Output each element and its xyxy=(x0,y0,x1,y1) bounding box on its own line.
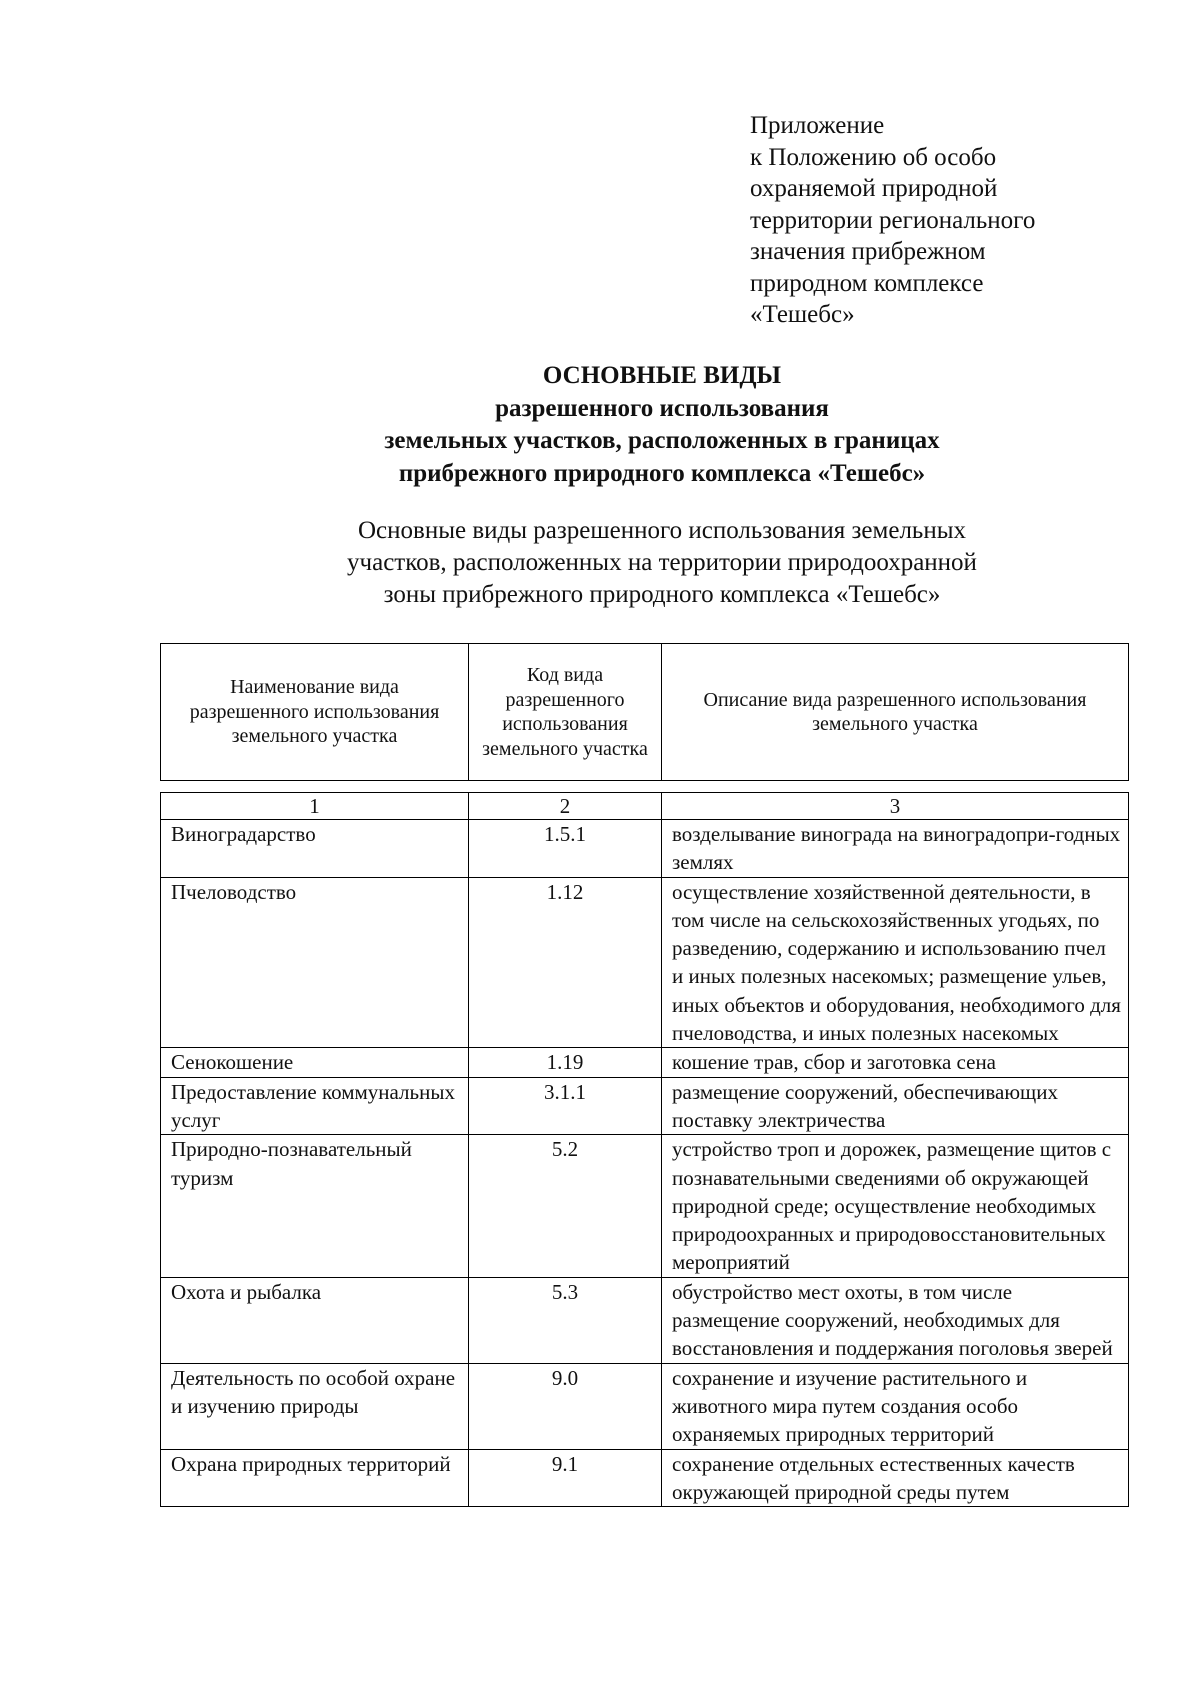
cell-code: 3.1.1 xyxy=(469,1077,662,1135)
title-line: земельных участков, расположенных в границах xyxy=(384,427,940,454)
cell-name: Охота и рыбалка xyxy=(161,1277,469,1363)
appendix-line: к Положению об особо xyxy=(750,143,997,171)
cell-code: 5.3 xyxy=(469,1277,662,1363)
cell-name: Охрана природных территорий xyxy=(161,1449,469,1507)
subtitle-line: зоны прибрежного природного комплекса «Тешебс» xyxy=(383,581,941,608)
cell-name: Деятельность по особой охране и изучению природы xyxy=(161,1363,469,1449)
appendix-line: значения прибрежном xyxy=(750,238,986,265)
cell-code: 1.19 xyxy=(469,1048,662,1077)
land-use-table xyxy=(160,792,1129,1507)
document-subtitle xyxy=(0,515,1200,611)
subtitle-line: Основные виды разрешенного использования земельных xyxy=(357,517,966,544)
table-row xyxy=(161,1363,1129,1449)
appendix-line: природном комплексе xyxy=(750,269,984,297)
table-row xyxy=(161,1277,1129,1363)
table-row xyxy=(161,1135,1129,1277)
cell-description: осуществление хозяйственной деятельности, в том числе на сельскохозяйственных угодьях, по разведению, содержанию и использованию пчел и иных полезных насекомых; размещение ульев, иных объектов и оборудования, необходимого для пчеловодства, и иных полезных насекомых xyxy=(662,877,1129,1048)
cell-name: Сенокошение xyxy=(161,1048,469,1077)
cell-code: 1.12 xyxy=(469,877,662,1048)
cell-description: возделывание винограда на виноградопри-годных землях xyxy=(662,820,1129,878)
cell-name: Пчеловодство xyxy=(161,877,469,1048)
cell-description: сохранение отдельных естественных качеств окружающей природной среды путем xyxy=(662,1449,1129,1507)
appendix-line: территории регионального xyxy=(750,206,1036,234)
table-row xyxy=(161,820,1129,878)
table-row xyxy=(161,877,1129,1048)
table-row xyxy=(161,1077,1129,1135)
header-row xyxy=(161,644,1129,781)
column-number: 2 xyxy=(469,793,662,820)
cell-description: кошение трав, сбор и заготовка сена xyxy=(662,1048,1129,1077)
cell-name: Природно-познавательный туризм xyxy=(161,1135,469,1277)
cell-description: устройство троп и дорожек, размещение щитов с познавательными сведениями об окружающей природной среде; осуществление необходимых природоохранных и природовосстановительных мероприятий xyxy=(662,1135,1129,1277)
cell-description: размещение сооружений, обеспечивающих поставку электричества xyxy=(662,1077,1129,1135)
cell-description: обустройство мест охоты, в том числе размещение сооружений, необходимых для восстановления и поддержания поголовья зверей xyxy=(662,1277,1129,1363)
table-header xyxy=(160,643,1129,781)
cell-description: сохранение и изучение растительного и животного мира путем создания особо охраняемых природных территорий xyxy=(662,1363,1129,1449)
header-name: Наименование вида разрешенного использования земельного участка xyxy=(161,644,469,781)
appendix-block xyxy=(750,110,1035,331)
cell-code: 5.2 xyxy=(469,1135,662,1277)
column-number: 1 xyxy=(161,793,469,820)
header-description: Описание вида разрешенного использования земельного участка xyxy=(662,644,1129,781)
appendix-line: Приложение xyxy=(750,112,885,139)
title-line: прибрежного природного комплекса «Тешебс» xyxy=(398,459,926,487)
table-row xyxy=(161,1449,1129,1507)
document-title xyxy=(0,360,1200,490)
cell-code: 9.1 xyxy=(469,1449,662,1507)
column-number: 3 xyxy=(662,793,1129,820)
appendix-line: «Тешебс» xyxy=(750,301,855,328)
cell-code: 9.0 xyxy=(469,1363,662,1449)
cell-name: Виноградарство xyxy=(161,820,469,878)
cell-name: Предоставление коммунальных услуг xyxy=(161,1077,469,1135)
header-code: Код вида разрешенного использования земельного участка xyxy=(469,644,662,781)
cell-code: 1.5.1 xyxy=(469,820,662,878)
table-row xyxy=(161,1048,1129,1077)
subtitle-line: участков, расположенных на территории природоохранной xyxy=(347,549,977,576)
column-number-row xyxy=(161,793,1129,820)
appendix-line: охраняемой природной xyxy=(750,175,998,202)
title-line: разрешенного использования xyxy=(495,394,829,422)
title-line: ОСНОВНЫЕ ВИДЫ xyxy=(542,362,782,389)
